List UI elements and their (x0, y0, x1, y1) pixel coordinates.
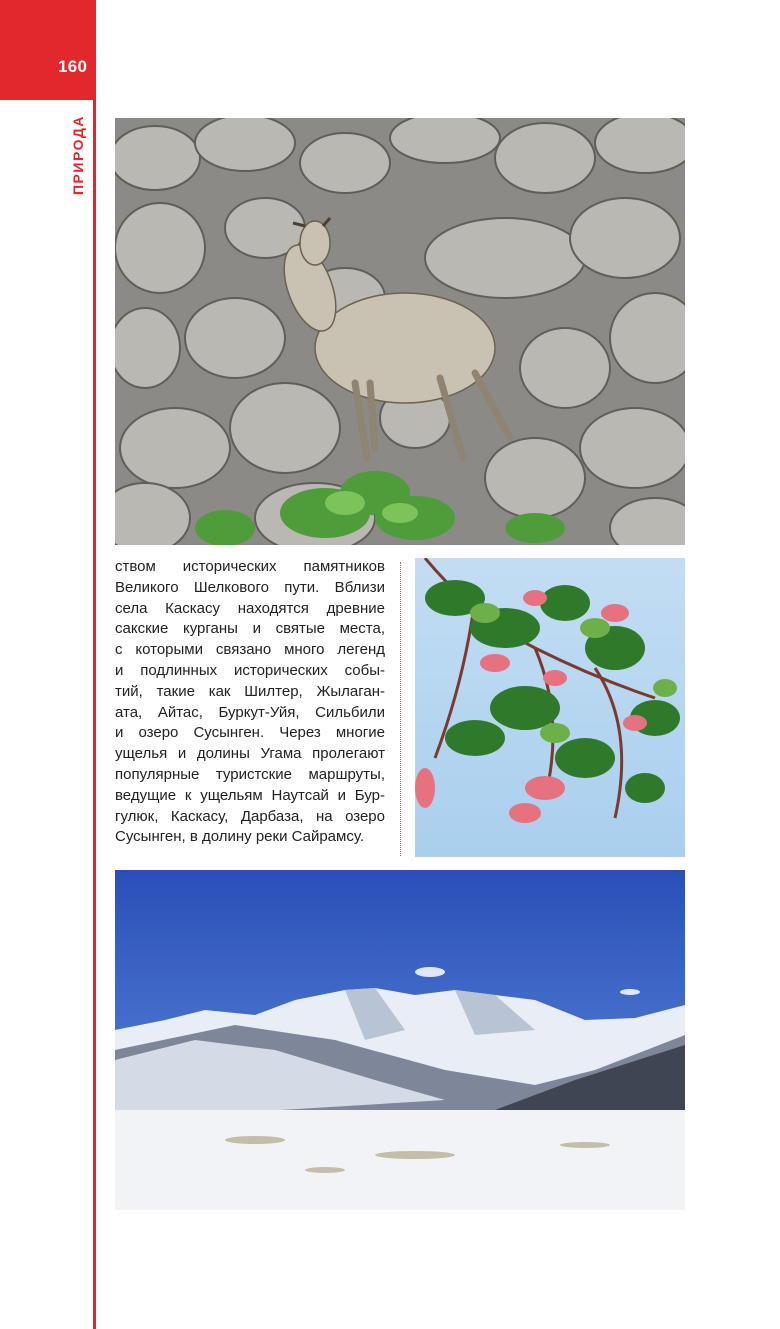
article-line: с которыми связано много легенд (115, 641, 385, 659)
article-line: села Каскасу находятся древние (115, 599, 385, 617)
article-line: Сусынген, в долину реки Сайрамсу. (115, 828, 364, 846)
article-line: популярные туристские маршруты, (115, 765, 385, 783)
article-line: ущелья и долины Угама пролегают (115, 745, 385, 763)
article-line: ведущие к ущельям Наутсай и Бур- (115, 786, 385, 804)
article-line: сакские курганы и святые места, (115, 620, 385, 638)
snowy-mountains-photo (115, 870, 685, 1210)
page-number: 160 (58, 57, 88, 76)
maple-branch-photo (415, 558, 685, 857)
page-number-tab (0, 0, 96, 100)
article-line: и озеро Сусынген. Через многие (115, 724, 385, 742)
article-line: ата, Айтас, Буркут-Уйя, Сильбили (115, 703, 385, 721)
column-divider (400, 562, 401, 856)
section-label: ПРИРОДА (70, 115, 86, 195)
article-line: ством исторических памятников (115, 558, 385, 575)
article-line: тий, такие как Шилтер, Жылаган- (115, 682, 385, 700)
article-line: и подлинных исторических собы- (115, 661, 385, 679)
article-line: гулюк, Каскасу, Дарбаза, на озеро (115, 807, 385, 825)
article-line: Великого Шелкового пути. Вблизи (115, 578, 385, 596)
article-text (115, 557, 385, 848)
ibex-photo (115, 118, 685, 545)
sidebar-accent-line (93, 0, 96, 1329)
